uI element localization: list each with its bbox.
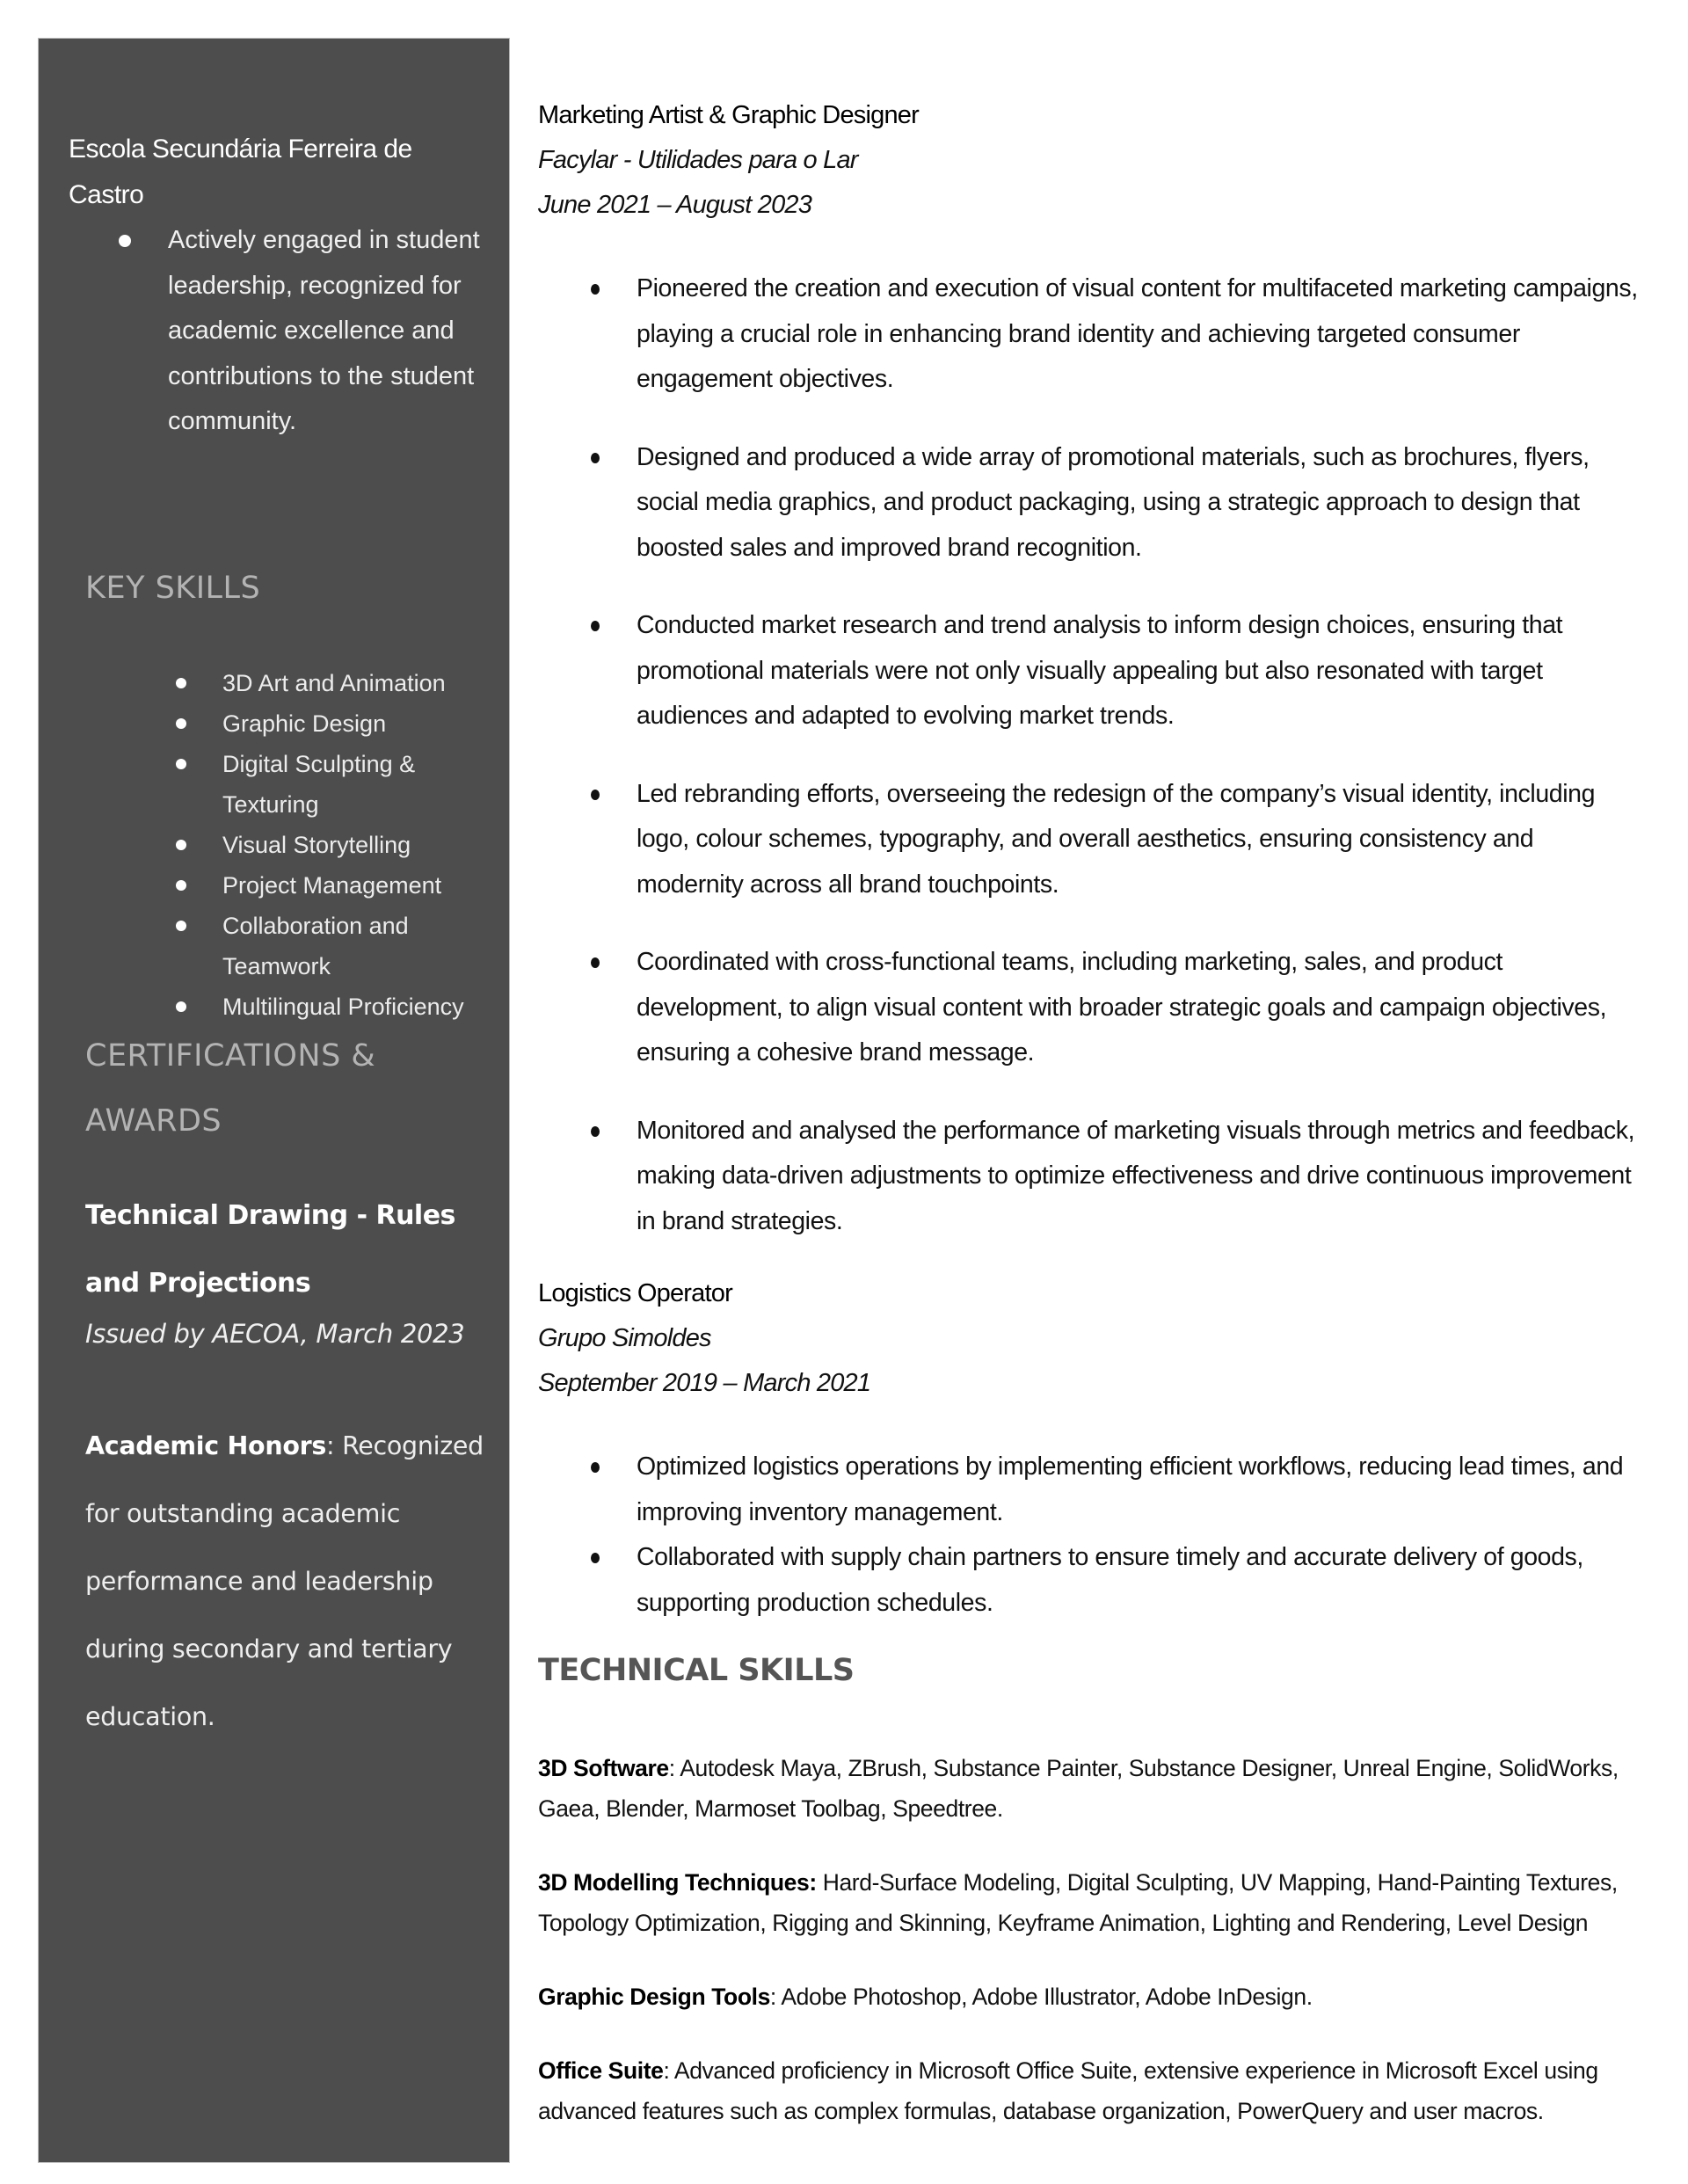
key-skill-item [85,744,509,825]
bullet-icon [176,1001,186,1012]
certifications-heading: CERTIFICATIONS & AWARDS [85,1038,376,1139]
job-company: Facylar - Utilidades para o Lar [538,146,858,174]
technical-skills-heading: TECHNICAL SKILLS [538,1653,855,1688]
academic-honors-text: : Recognized for outstanding academic performance and leadership during secondary and tertiary education. [85,1431,484,1731]
job-bullet [538,266,1646,403]
bullet-icon [176,840,186,850]
key-skill-item [85,986,509,1027]
education-bullets [69,218,491,445]
technical-skill-text: : Adobe Photoshop, Adobe Illustrator, Adobe InDesign. [769,1984,1313,2010]
key-skill-item [85,703,509,744]
bullet-icon [591,621,600,631]
job-bullet [538,1445,1646,1535]
key-skill-item [85,906,509,986]
bullet-icon [591,1553,600,1563]
technical-skill-label: 3D Modelling Techniques: [538,1869,817,1896]
technical-skill-label: 3D Software [538,1755,669,1781]
bullet-icon [176,759,186,769]
bullet-icon [591,284,600,295]
sidebar [38,38,510,2163]
technical-skill-label: Office Suite [538,2057,664,2084]
education-school-name: Escola Secundária Ferreira de Castro [69,135,412,209]
education-bullet [69,218,491,445]
key-skill-text: Collaboration and Teamwork [222,913,409,979]
technical-skill-text: : Autodesk Maya, ZBrush, Substance Painter, Substance Designer, Unreal Engine, SolidWorks, Gaea, Blender, Marmoset Toolbag, Speedtree. [538,1755,1619,1822]
job-bullets [538,266,1646,1277]
bullet-icon [119,235,131,247]
job-dates: September 2019 – March 2021 [538,1369,871,1397]
certification-title: Technical Drawing - Rules and Projections [85,1200,455,1299]
bullet-icon [176,718,186,729]
technical-skill-item [538,1977,1646,2017]
bullet-icon [591,453,600,463]
job-bullets [538,1445,1646,1626]
job-bullet [538,435,1646,571]
bullet-icon [591,1126,600,1137]
key-skill-text: Digital Sculpting & Texturing [222,751,416,818]
job-bullet [538,603,1646,739]
job-dates: June 2021 – August 2023 [538,191,812,219]
technical-skill-item [538,2050,1646,2131]
job-title: Logistics Operator [538,1279,732,1307]
bullet-icon [591,957,600,968]
job-bullet-text: Collaborated with supply chain partners to ensure timely and accurate delivery of goods, supporting production schedules. [637,1543,1583,1617]
job-bullet-text: Coordinated with cross-functional teams, including marketing, sales, and product development, to align visual content with broader strategic goals and campaign objectives, ensuring a cohesive brand message. [637,948,1607,1067]
academic-honors-label: Academic Honors [85,1431,327,1460]
key-skill-text: Multilingual Proficiency [222,994,464,1020]
technical-skill-item [538,1748,1646,1829]
job-bullet [538,1535,1646,1626]
certification-issued: Issued by AECOA, March 2023 [85,1319,465,1349]
key-skills-list [85,663,509,1027]
key-skill-text: Project Management [222,872,442,899]
academic-honors [85,1412,516,1751]
bullet-icon [591,790,600,800]
bullet-icon [176,921,186,931]
job-title: Marketing Artist & Graphic Designer [538,101,919,129]
key-skill-item [85,865,509,906]
job-bullet [538,772,1646,908]
bullet-icon [591,1462,600,1473]
technical-skill-text: : Advanced proficiency in Microsoft Office Suite, extensive experience in Microsoft Excel using advanced features such as complex formulas, database organization, PowerQuery and user macros. [538,2057,1598,2124]
job-bullet-text: Led rebranding efforts, overseeing the redesign of the company’s visual identity, including logo, colour schemes, typography, and overall aesthetics, ensuring consistency and modernity across all brand touchpoints. [637,779,1596,899]
bullet-icon [176,880,186,891]
job-bullet [538,1109,1646,1245]
job-bullet-text: Designed and produced a wide array of promotional materials, such as brochures, flyers, social media graphics, and product packaging, using a strategic approach to design that boosted sales and improved brand recognition. [637,442,1590,562]
technical-skill-text: Hard-Surface Modeling, Digital Sculpting, UV Mapping, Hand-Painting Textures, Topology Optimization, Rigging and Skinning, Keyframe Animation, Lighting and Rendering, Level Design [538,1869,1618,1936]
key-skill-text: 3D Art and Animation [222,670,446,696]
bullet-icon [176,678,186,688]
key-skill-item [85,825,509,865]
key-skill-item [85,663,509,703]
job-bullet [538,940,1646,1076]
job-company: Grupo Simoldes [538,1324,711,1352]
job-bullet-text: Pioneered the creation and execution of visual content for multifaceted marketing campaigns, playing a crucial role in enhancing brand identity and achieving targeted consumer engagement objectives. [637,274,1638,393]
technical-skill-label: Graphic Design Tools [538,1984,770,2010]
job-bullet-text: Optimized logistics operations by implementing efficient workflows, reducing lead times, and improving inventory management. [637,1452,1624,1526]
education-bullet-text: Actively engaged in student leadership, recognized for academic excellence and contributions to the student community. [168,226,480,435]
key-skill-text: Graphic Design [222,710,387,737]
job-bullet-text: Conducted market research and trend analysis to inform design choices, ensuring that promotional materials were not only visually appealing but also resonated with target audiences and adapted to evolving market trends. [637,611,1563,730]
key-skill-text: Visual Storytelling [222,832,411,858]
technical-skill-item [538,1862,1646,1943]
key-skills-heading: KEY SKILLS [85,571,261,606]
job-bullet-text: Monitored and analysed the performance of marketing visuals through metrics and feedback, making data-driven adjustments to optimize effectiveness and drive continuous improvement in brand strategies. [637,1116,1635,1235]
